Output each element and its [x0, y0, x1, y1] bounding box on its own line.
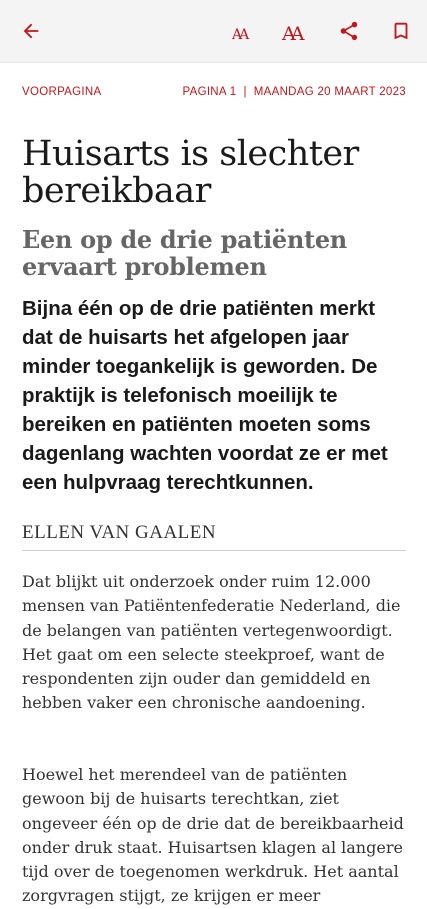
- article-author: ELLEN VAN GAALEN: [22, 522, 406, 551]
- share-icon: [338, 20, 360, 42]
- bookmark-button[interactable]: [381, 11, 421, 51]
- font-size-decrease-icon: [230, 19, 258, 43]
- article-subhead: Een op de drie patiënten ervaart problemen: [22, 225, 347, 281]
- top-toolbar: [0, 0, 427, 63]
- arrow-left-icon: [20, 20, 42, 42]
- back-button[interactable]: [11, 11, 51, 51]
- meta-separator: |: [243, 86, 247, 98]
- font-size-increase-button[interactable]: [276, 11, 316, 51]
- article-paragraph: Hoewel het merendeel van de patiënten gewoon bij de huisarts terechtkan, ziet ongeveer één op de drie dat de bereikbaarheid onder druk staat. Huisartsen klagen al langere tijd over de toegenomen werkdruk. Het aantal zorgvragen stijgt, ze krijgen er meer: [22, 765, 404, 906]
- page-label: PAGINA 1: [182, 86, 237, 98]
- font-size-decrease-button[interactable]: [224, 11, 264, 51]
- date-label: MAANDAG 20 MAART 2023: [253, 86, 406, 98]
- section-label[interactable]: VOORPAGINA: [22, 86, 102, 98]
- svg-text:AA: AA: [282, 23, 300, 44]
- article-meta: [22, 86, 406, 102]
- article-headline: Huisarts is slechter bereikbaar: [22, 134, 359, 211]
- svg-text:AA: AA: [232, 27, 247, 43]
- bookmark-icon: [390, 20, 412, 42]
- page-and-date: [182, 86, 406, 98]
- font-size-increase-icon: [281, 18, 311, 44]
- article-paragraph: Dat blijkt uit onderzoek onder ruim 12.000 mensen van Patiëntenfederatie Nederland, die de belangen van patiënten vertegenwoordigt. Het gaat om een selecte steekproef, want de respondenten zijn ouder dan gemiddeld en hebben vaker een chronische aandoening.: [22, 572, 401, 713]
- share-button[interactable]: [329, 11, 369, 51]
- article-lead: Bijna één op de drie patiënten merkt dat de huisarts het afgelopen jaar minder toegankelijk is geworden. De praktijk is telefonisch moeilijk te bereiken en patiënten moeten soms dagenlang wachten voordat ze er met een hulpvraag terechtkunnen.: [22, 297, 388, 494]
